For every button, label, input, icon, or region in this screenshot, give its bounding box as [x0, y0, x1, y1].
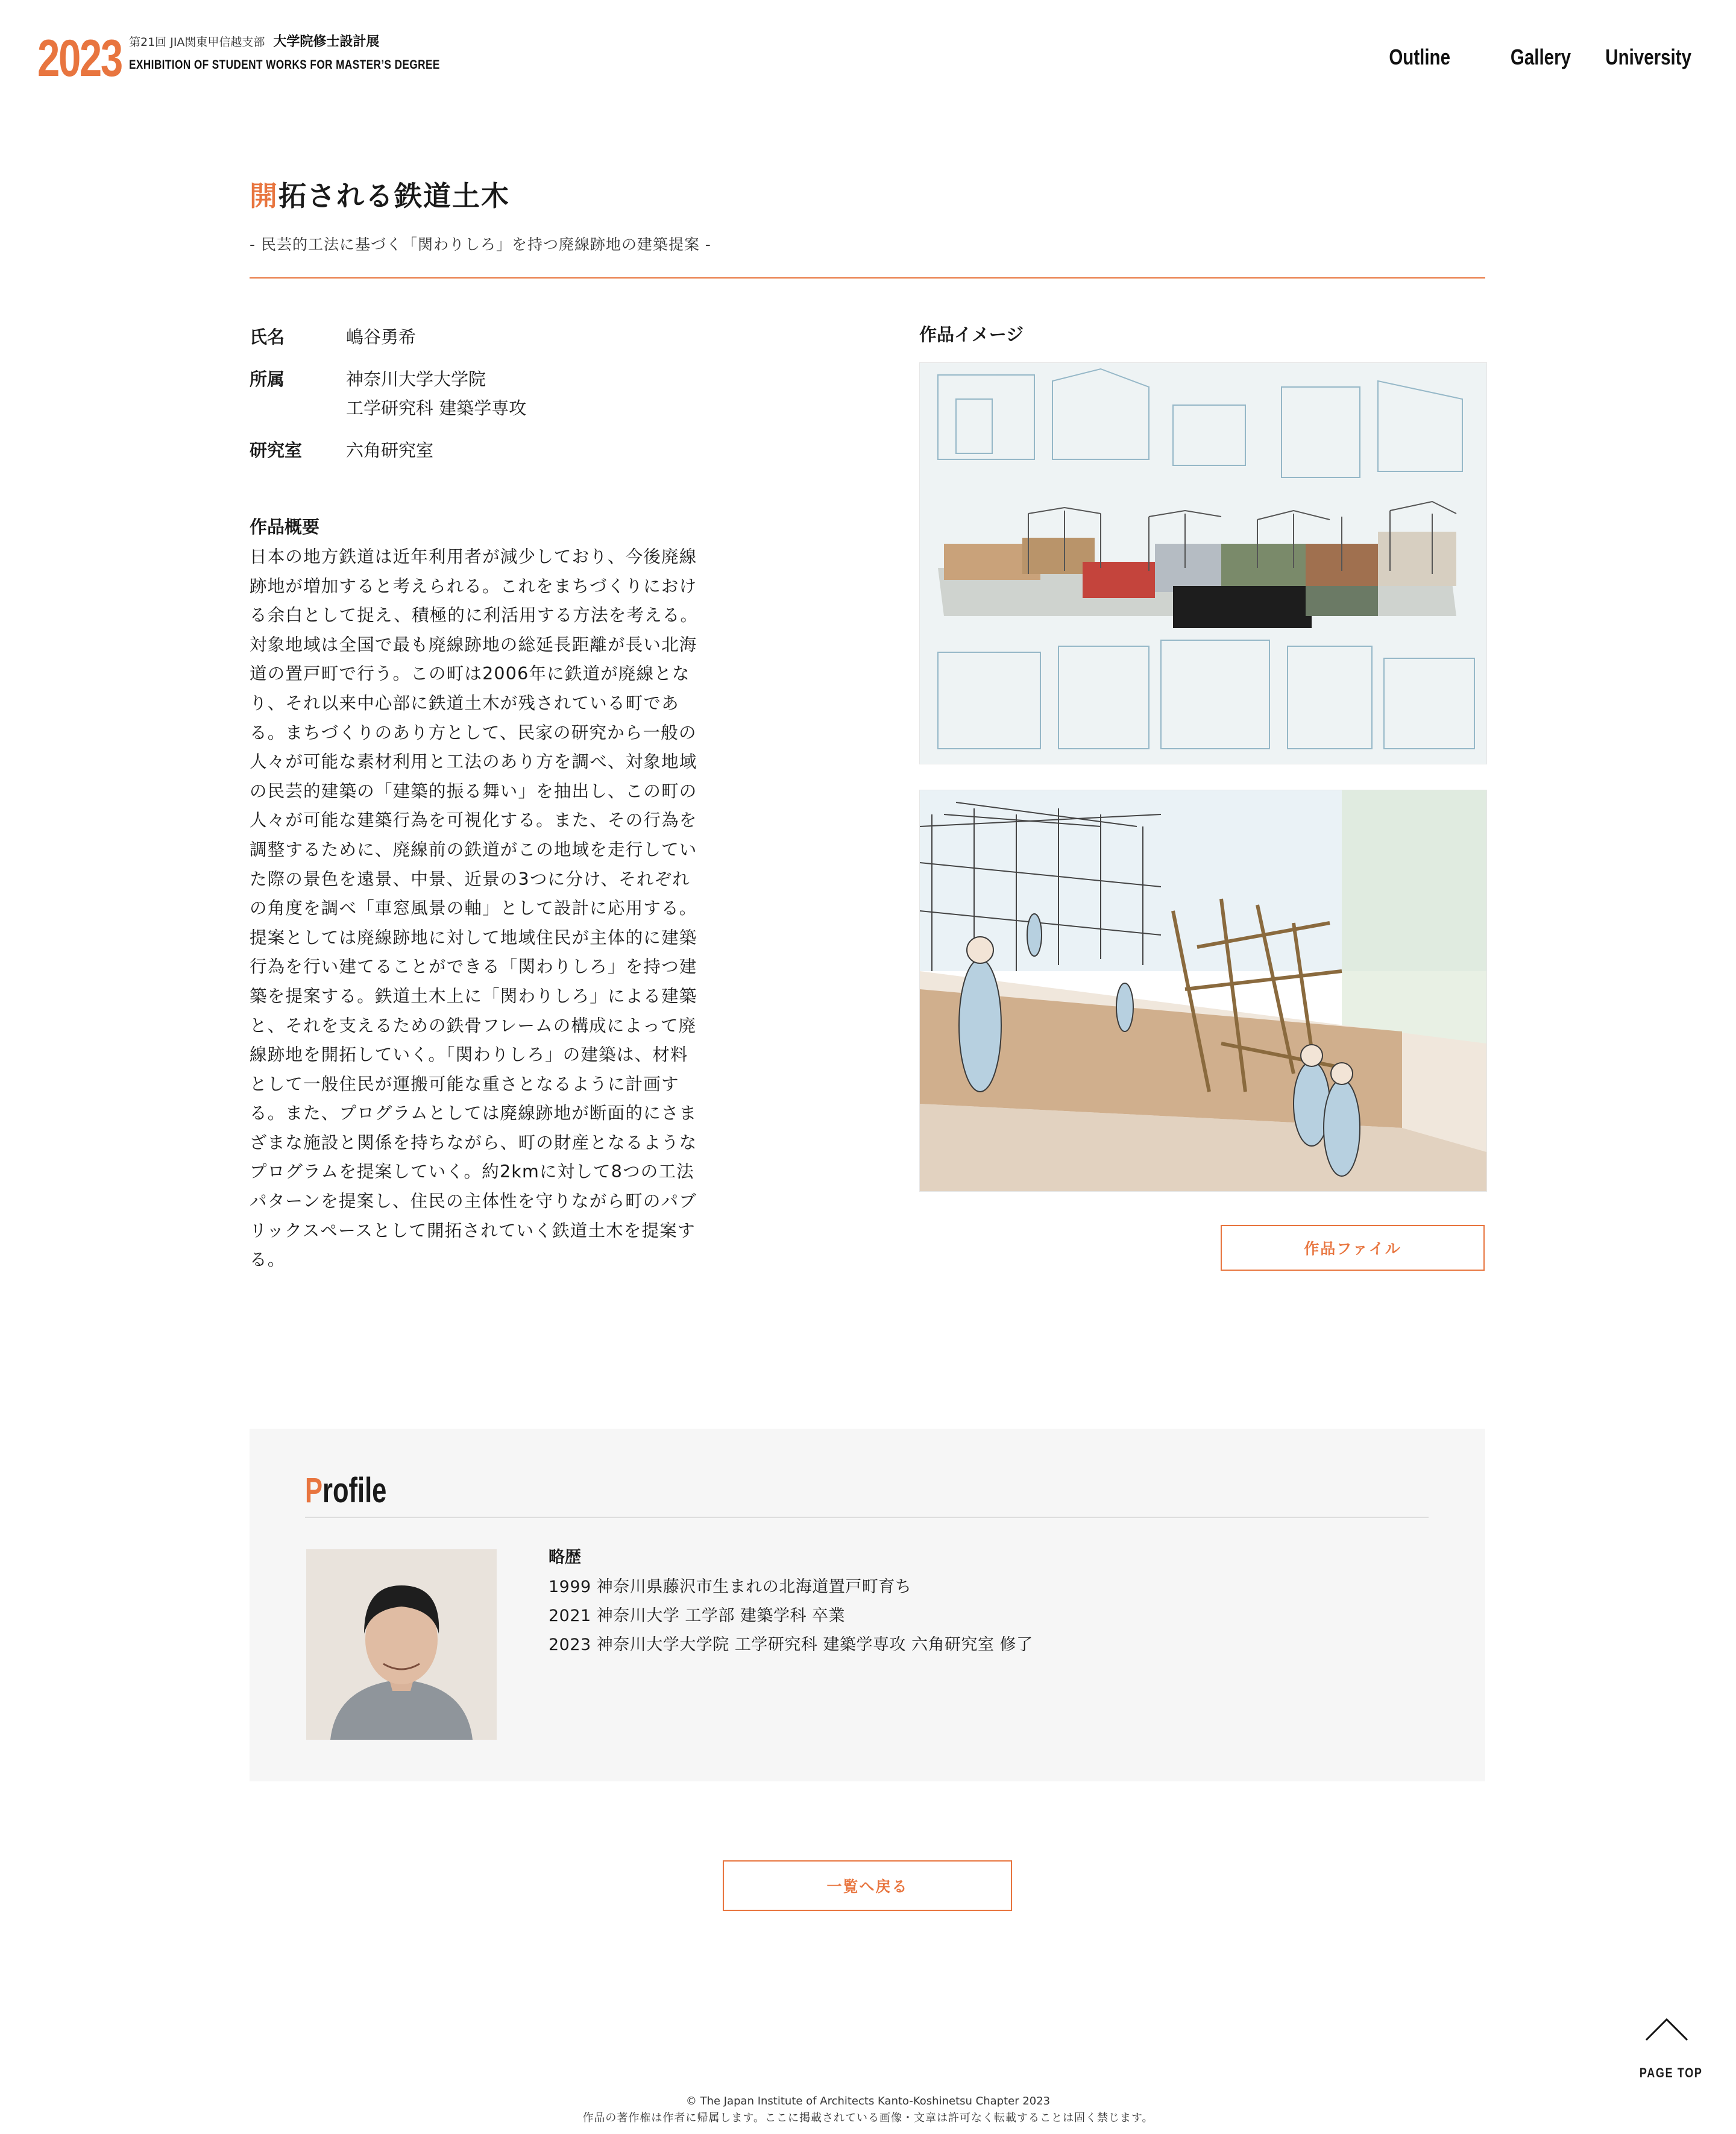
affiliation-school: 神奈川大学大学院: [346, 369, 486, 389]
work-subtitle: - 民芸的工法に基づく「関わりしろ」を持つ廃線跡地の建築提案 -: [250, 236, 711, 253]
summary-line: 跡地が増加すると考えられる。これをまちづくりにおけ: [250, 576, 697, 596]
student-name: 嶋谷勇希: [346, 327, 417, 347]
lab-name: 六角研究室: [346, 440, 434, 461]
nav-outline[interactable]: Outline: [1389, 45, 1450, 69]
affiliation-value: [346, 365, 792, 423]
student-info: [250, 323, 792, 478]
work-file-button[interactable]: 作品ファイル: [1221, 1225, 1485, 1271]
summary-line: 対象地域は全国で最も廃線跡地の総延長距離が長い北海: [250, 634, 697, 655]
summary-line: の民芸的建築の「建築的振る舞い」を抽出し、この町の: [250, 781, 697, 801]
title-divider: [250, 277, 1485, 279]
profile-photo: [306, 1549, 497, 1740]
main-nav: [1330, 45, 1691, 70]
logo-title-en: EXHIBITION OF STUDENT WORKS FOR MASTER’S DEGREE: [129, 58, 440, 72]
logo-title-jp: [129, 34, 379, 51]
name-label: 氏名: [250, 327, 285, 347]
work-images: [919, 323, 1486, 1257]
summary-line: 築を提案する。鉄道土木上に「関わりしろ」による建築: [250, 986, 697, 1006]
perspective-drawing: [920, 790, 1486, 1191]
logo-year: 2023: [37, 30, 122, 87]
info-row-affiliation: [250, 365, 792, 423]
work-title-initial: 開: [250, 180, 278, 212]
work-image-1[interactable]: [919, 362, 1487, 764]
summary-line: プログラムを提案していく。約2kmに対して8つの工法: [250, 1162, 694, 1182]
page-top-label: PAGE TOP: [1639, 2065, 1703, 2080]
summary-line: として一般住民が運搬可能な重さとなるように計画す: [250, 1074, 679, 1094]
affiliation-label: 所属: [250, 369, 285, 389]
summary-line: る。また、プログラムとしては廃線跡地が断面的にさま: [250, 1103, 697, 1124]
info-row-lab: [250, 436, 792, 465]
summary-line: り、それ以来中心部に鉄道土木が残されている町であ: [250, 693, 679, 713]
career-item: 2023 神奈川大学大学院 工学研究科 建築学専攻 六角研究室 修了: [549, 1635, 1033, 1654]
logo-subtitle: 第21回 JIA関東甲信越支部: [129, 36, 265, 49]
summary-line: 行為を行い建てることができる「関わりしろ」を持つ建: [250, 957, 697, 977]
images-label: 作品イメージ: [919, 324, 1024, 345]
affiliation-department: 工学研究科 建築学専攻: [346, 398, 527, 418]
nav-gallery[interactable]: Gallery: [1510, 45, 1571, 69]
portrait-image: [306, 1549, 497, 1740]
footer-notice: 作品の著作権は作者に帰属します。ここに掲載されている画像・文章は許可なく転載することは固く禁じます。: [582, 2112, 1154, 2124]
profile-title-rest: rofile: [322, 1471, 387, 1510]
career-block: [549, 1543, 1392, 1659]
summary-line: パターンを提案し、住民の主体性を守りながら町のパブ: [250, 1191, 697, 1212]
profile-title-initial: P: [305, 1471, 323, 1510]
logo-exhibition-name: 大学院修士設計展: [273, 34, 380, 49]
summary-line: と、それを支えるための鉄骨フレームの構成によって廃: [250, 1015, 697, 1036]
summary-line: 線跡地を開拓していく。「関わりしろ」の建築は、材料: [250, 1045, 688, 1065]
summary-line: 日本の地方鉄道は近年利用者が減少しており、今後廃線: [250, 547, 697, 567]
summary-line: 道の置戸町で行う。この町は2006年に鉄道が廃線とな: [250, 664, 690, 684]
nav-university[interactable]: University: [1605, 45, 1691, 69]
career-title: 略歴: [549, 1548, 581, 1567]
lab-label: 研究室: [250, 440, 303, 461]
summary-line: 人々が可能な建築行為を可視化する。また、その行為を: [250, 810, 697, 831]
summary-line: 提案としては廃線跡地に対して地域住民が主体的に建築: [250, 927, 697, 948]
summary-text: [250, 543, 732, 1275]
career-item: 1999 神奈川県藤沢市生まれの北海道置戸町育ち: [549, 1578, 912, 1596]
work-image-2[interactable]: [919, 790, 1487, 1192]
summary-line: る余白として捉え、積極的に利活用する方法を考える。: [250, 605, 699, 626]
footer-copyright: © The Japan Institute of Architects Kanto-Koshinetsu Chapter 2023: [685, 2095, 1051, 2107]
summary-line: 人々が可能な素材利用と工法のあり方を調べ、対象地域: [250, 752, 697, 772]
back-to-list-button[interactable]: 一覧へ戻る: [723, 1860, 1012, 1911]
work-summary: [250, 512, 732, 1275]
career-item: 2021 神奈川大学 工学部 建築学科 卒業: [549, 1607, 846, 1625]
summary-line: 調整するために、廃線前の鉄道がこの地域を走行してい: [250, 839, 697, 860]
summary-line: る。まちづくりのあり方として、民家の研究から一般の: [250, 722, 697, 743]
work-title-rest: 拓される鉄道土木: [278, 180, 510, 212]
chevron-up-icon: [1645, 2017, 1688, 2041]
summary-line: ざまな施設と関係を持ちながら、町の財産となるような: [250, 1132, 697, 1153]
axonometric-drawing: [920, 363, 1486, 764]
profile-title: [305, 1470, 386, 1512]
footer: [0, 2093, 1736, 2127]
info-row-name: [250, 323, 792, 351]
work-title: [250, 175, 1485, 217]
work-title-block: [250, 175, 1485, 283]
page-top-button[interactable]: [1634, 2013, 1703, 2080]
summary-line: た際の景色を遠景、中景、近景の3つに分け、それぞれ: [250, 869, 690, 889]
profile-divider: [305, 1517, 1429, 1518]
profile-section: [250, 1429, 1485, 1781]
summary-line: の角度を調べ「車窓風景の軸」として設計に応用する。: [250, 898, 697, 919]
summary-line: る。: [250, 1250, 286, 1270]
summary-line: リックスペースとして開拓されていく鉄道土木を提案す: [250, 1220, 696, 1241]
summary-title: 作品概要: [250, 517, 320, 537]
